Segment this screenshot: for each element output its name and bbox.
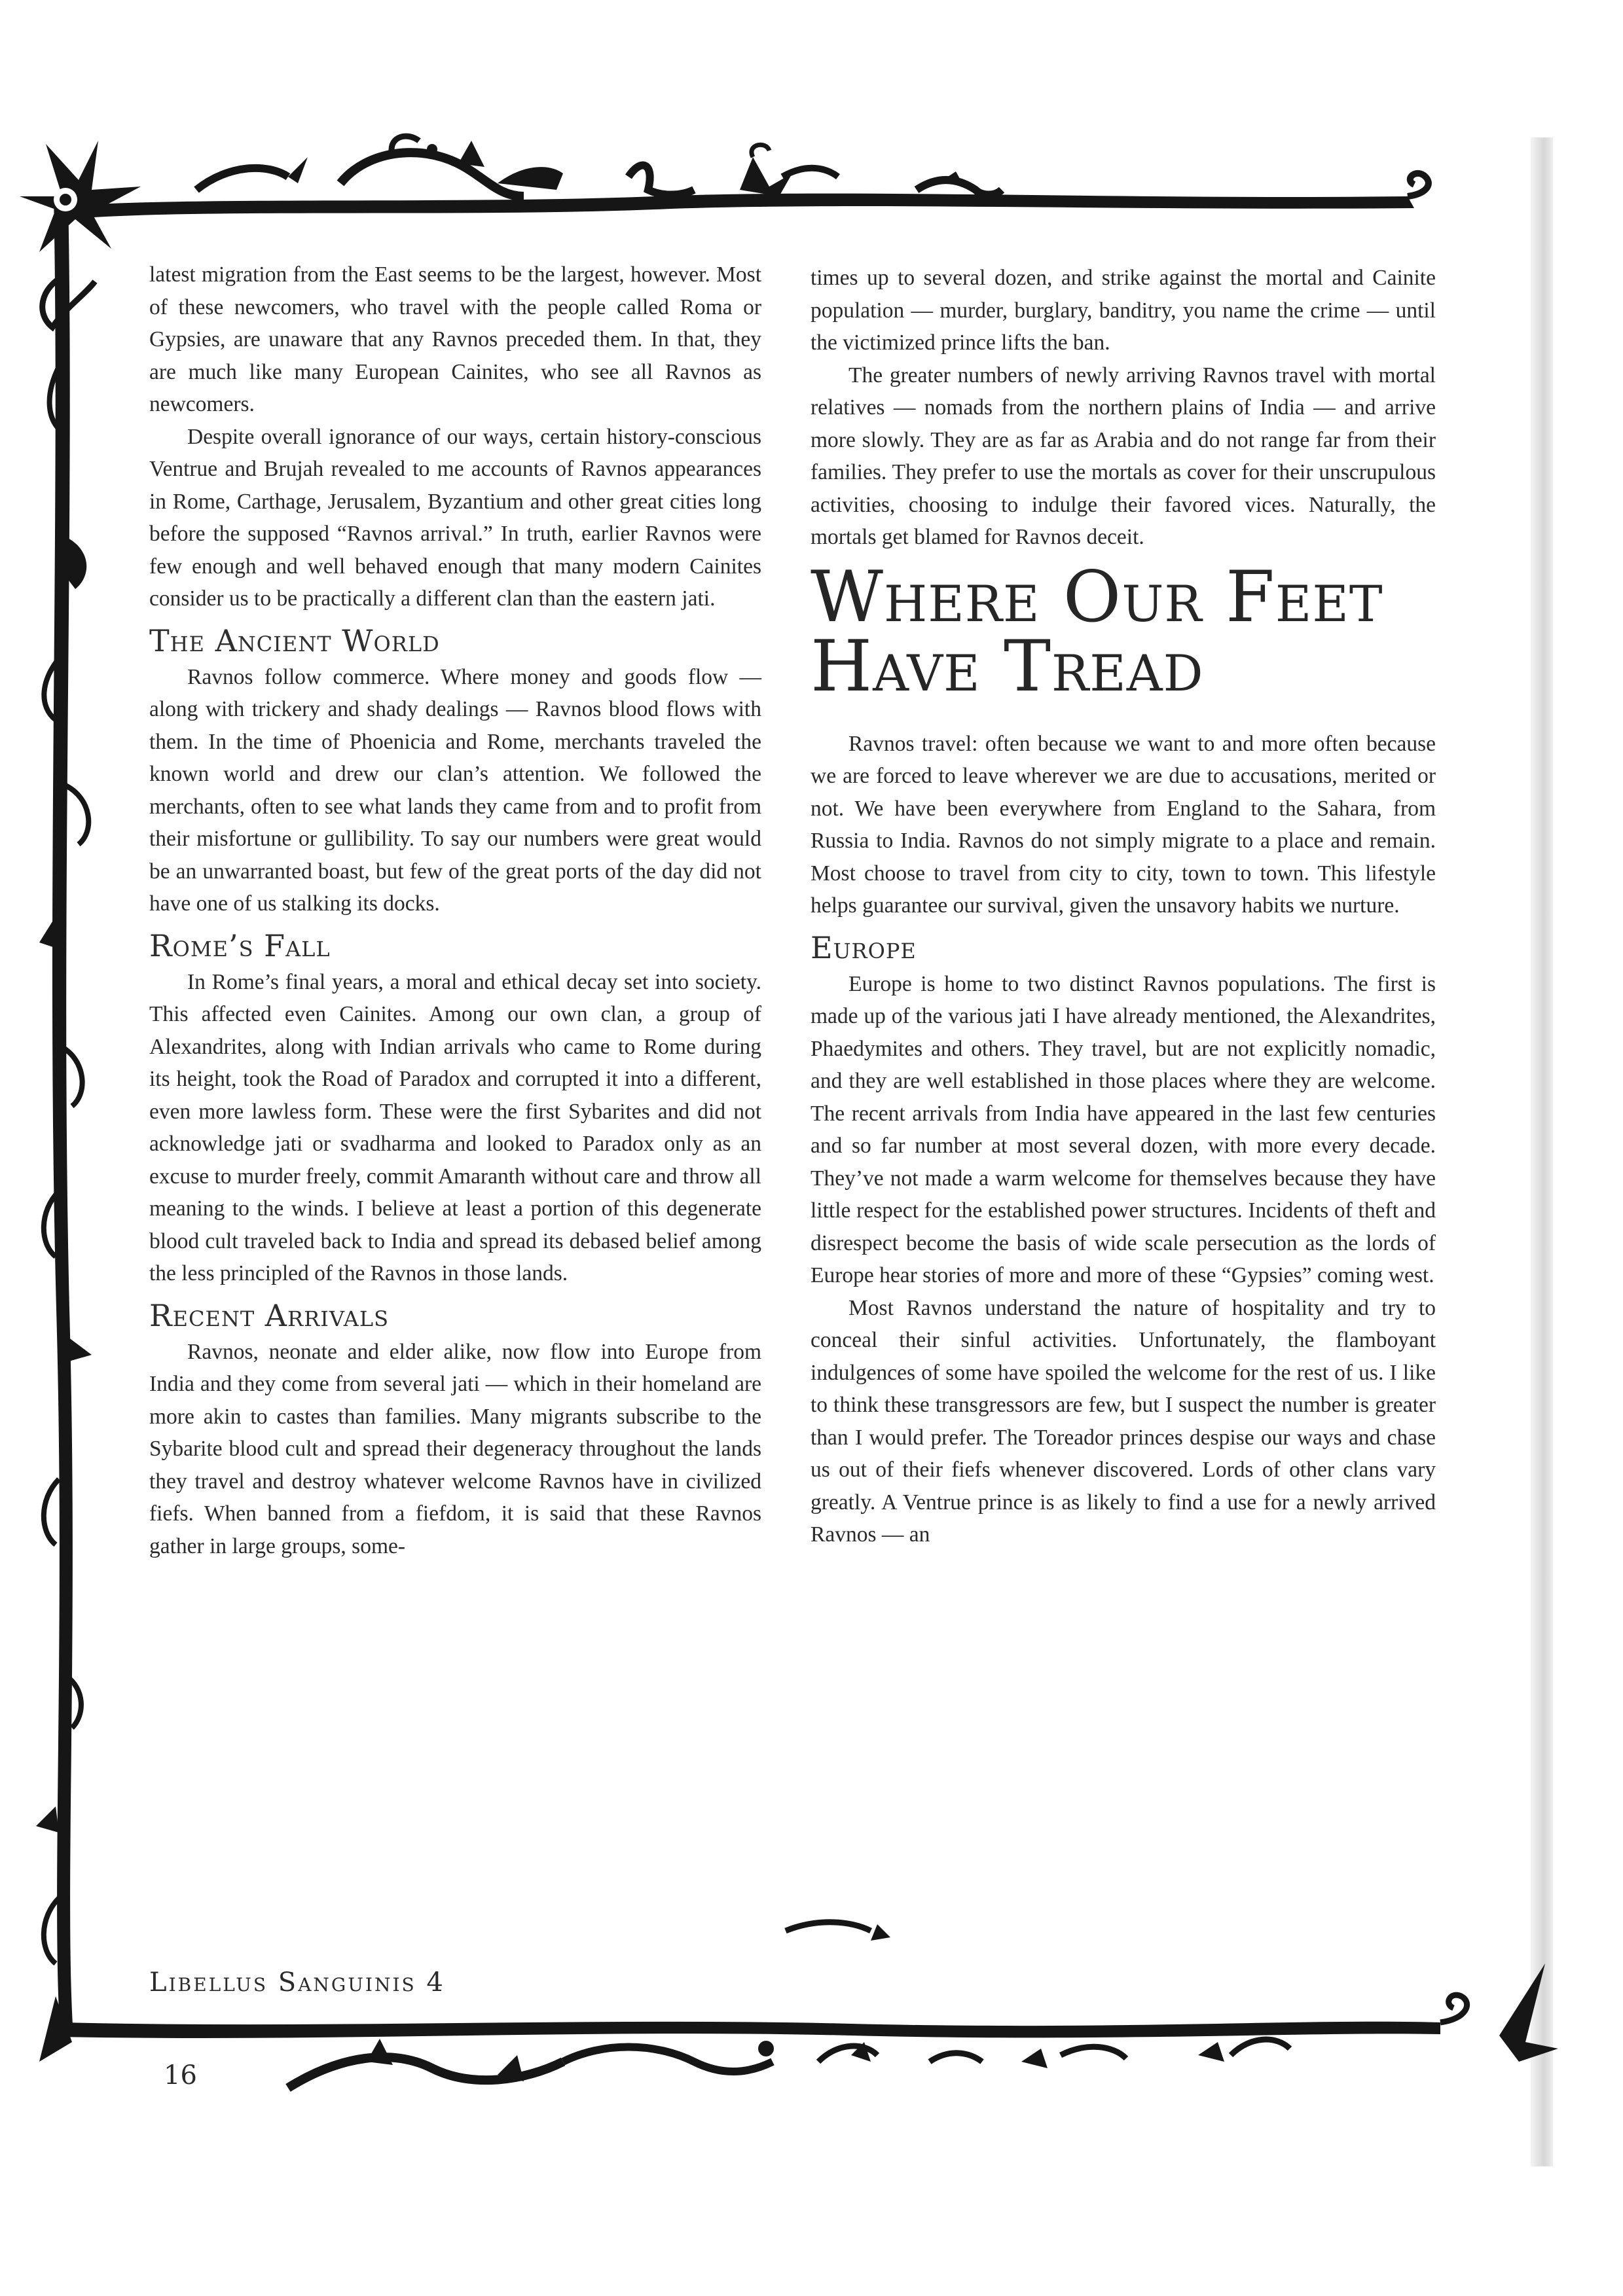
left-text-column <box>149 259 761 1562</box>
footer-book-title: Libellus Sanguinis 4 <box>149 1967 445 1998</box>
body-paragraph: Ravnos travel: often because we want to and more often because we are forced to leave wherever we are due to accusations, merited or not. We have been everywhere from England to the Sahara, from Russia to India. Ravnos do not simply migrate to a place and remain. Most choose to travel from city to city, town to town. This lifestyle helps guarantee our survival, given the unsavory habits we nurture. <box>811 731 1436 918</box>
chapter-title-line: Have Tread <box>811 625 1204 708</box>
body-paragraph: Ravnos, neonate and elder alike, now flow into Europe from India and they come from several jati — which in their homeland are more akin to castes than families. Many migrants subscribe to the Sybarite blood cult and spread their degeneracy throughout the lands they travel and destroy whatever welcome Ravnos have in civilized fiefs. When banned from a fiefdom, it is said that these Ravnos gather in large groups, some- <box>149 1339 761 1558</box>
body-paragraph: Most Ravnos understand the nature of hospitality and try to conceal their sinful activities. Unfortunately, the flamboyant indulgences of some have spoiled the welcome for the rest of us. I like to think these transgressors are few, but I suspect the number is greater than I would prefer. The Toreador princes despise our ways and chase us out of their fiefs whenever discovered. Lords of other clans vary greatly. A Ventrue prince is as likely to find a use for a newly arrived Ravnos — an <box>811 1295 1436 1547</box>
body-paragraph: Despite overall ignorance of our ways, certain history-conscious Ventrue and Brujah revealed to me accounts of Ravnos appearances in Rome, Carthage, Jerusalem, Byzantium and other great cities long before the supposed “Ravnos arrival.” In truth, earlier Ravnos were few enough and well behaved enough that many modern Cainites consider us to be practically a different clan than the eastern jati. <box>149 424 761 611</box>
right-text-column <box>811 262 1436 1551</box>
body-paragraph: Ravnos follow commerce. Where money and goods flow — along with trickery and shady dealings — Ravnos blood flows with them. In the time of Phoenicia and Rome, merchants traveled the known world and drew our clan’s attention. We followed the merchants, often to see what lands they came from and to profit from their misfortune or gullibility. To say our numbers were great would be an unwarranted boast, but few of the great ports of the day did not have one of us stalking its docks. <box>149 664 761 916</box>
body-paragraph: times up to several dozen, and strike against the mortal and Cainite population — murder, burglary, banditry, you name the crime — until the victimized prince lifts the ban. <box>811 266 1436 355</box>
body-paragraph: Europe is home to two distinct Ravnos populations. The first is made up of the various jati I have already mentioned, the Alexandrites, Phaedymites and others. They travel, but are not explicitly nomadic, and they are well established in those places where they are welcome. The recent arrivals from India have appeared in the last few centuries and so far number at most several dozen, with more every decade. They’ve not made a warm welcome for themselves because they have little respect for the established power structures. Incidents of theft and disrespect become the basis of wide scale persecution as the lords of Europe hear stories of more and more of these “Gypsies” coming west. <box>811 971 1436 1287</box>
section-heading-recent-arrivals: Recent Arrivals <box>149 1297 390 1333</box>
section-heading-romes-fall: Rome’s Fall <box>149 927 331 963</box>
section-heading-europe: Europe <box>811 929 917 965</box>
chapter-title <box>811 556 1436 708</box>
body-paragraph: latest migration from the East seems to be the largest, however. Most of these newcomers, who travel with the people called Roma or Gypsies, are unaware that any Ravnos preceded them. In that, they are much like many European Cainites, who see all Ravnos as newcomers. <box>149 262 761 416</box>
section-heading-ancient-world: The Ancient World <box>149 622 440 658</box>
page-number: 16 <box>164 2060 197 2090</box>
body-paragraph: The greater numbers of newly arriving Ravnos travel with mortal relatives — nomads from the northern plains of India — and arrive more slowly. They are as far as Arabia and do not range far from their families. They prefer to use the mortals as cover for their unscrupulous activities, choosing to indulge their favored vices. Naturally, the mortals get blamed for Ravnos deceit. <box>811 363 1436 549</box>
body-paragraph: In Rome’s final years, a moral and ethical decay set into society. This affected even Cainites. Among our own clan, a group of Alexandrites, along with Indian arrivals who came to Rome during its height, took the Road of Paradox and corrupted it into a different, even more lawless form. These were the first Sybarites and did not acknowledge jati or svadharma and looked to Paradox only as an excuse to murder freely, commit Amaranth without care and throw all meaning to the winds. I believe at least a portion of this degenerate blood cult traveled back to India and spread its debased belief among the less principled of the Ravnos in those lands. <box>149 969 761 1285</box>
chapter-title-line: Where Our Feet <box>811 556 1383 638</box>
